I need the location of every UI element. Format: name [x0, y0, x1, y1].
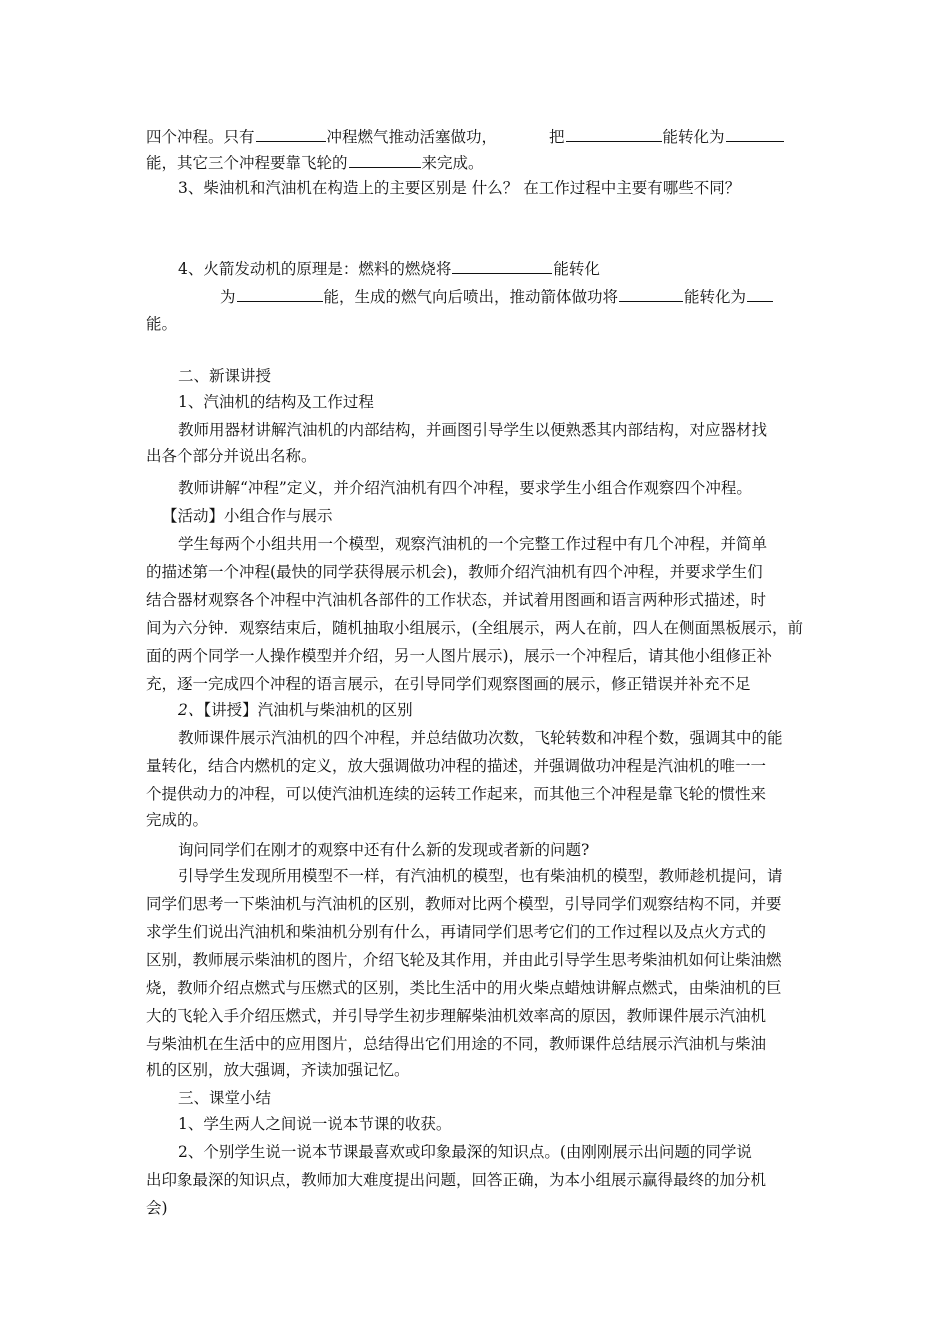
paragraph-line: 烧，教师介绍点燃式与压燃式的区别，类比生活中的用火柴点蜡烛讲解点燃式，由柴油机的巨 — [146, 979, 782, 997]
q4-line-1 — [178, 258, 600, 279]
fill-blank[interactable] — [237, 286, 323, 302]
q2-line-1b — [549, 126, 785, 147]
text: 为 — [220, 288, 236, 306]
paragraph-line: 与柴油机在生活中的应用图片，总结得出它们用途的不同，教师课件总结展示汽油机与柴油 — [146, 1035, 767, 1053]
paragraph-line: 教师讲解“冲程”定义，并介绍汽油机有四个冲程，要求学生小组合作观察四个冲程。 — [178, 479, 752, 497]
paragraph-line: 间为六分钟．观察结束后，随机抽取小组展示，(全组展示，两人在前，四人在侧面黑板展示，前 — [146, 619, 804, 637]
q4-line-2 — [220, 286, 774, 307]
text: 能，其它三个冲程要靠飞轮的 — [146, 154, 348, 172]
text: 能转化 — [553, 260, 600, 278]
summary-item-1: 1、学生两人之间说一说本节课的收获。 — [178, 1115, 452, 1133]
paragraph-line: 学生每两个小组共用一个模型，观察汽油机的一个完整工作过程中有几个冲程，并简单 — [178, 535, 768, 553]
summary-item-2: 2、个别学生说一说本节课最喜欢或印象最深的知识点。(由刚刚展示出问题的同学说 — [178, 1143, 752, 1161]
fill-blank[interactable] — [566, 126, 662, 142]
paragraph-line: 充，逐一完成四个冲程的语言展示，在引导同学们观察图画的展示，修正错误并补充不足 — [146, 675, 751, 693]
paragraph-line: 引导学生发现所用模型不一样，有汽油机的模型，也有柴油机的模型，教师趁机提问，请 — [178, 867, 783, 885]
q4-line-3: 能。 — [146, 315, 178, 333]
subsection-1-title: 1、汽油机的结构及工作过程 — [178, 393, 374, 411]
q2-line-2 — [146, 152, 484, 173]
text: 能，生成的燃气向后喷出，推动箭体做功将 — [323, 288, 619, 306]
paragraph-line: 教师用器材讲解汽油机的内部结构，并画图引导学生以便熟悉其内部结构，对应器材找 — [178, 421, 768, 439]
text: 2、 — [178, 701, 204, 719]
text: 来完成。 — [421, 154, 484, 172]
section-2-title: 二、新课讲授 — [178, 367, 272, 385]
paragraph-line: 同学们思考一下柴油机与汽油机的区别，教师对比两个模型，引导同学们观察结构不同，并要 — [146, 895, 782, 913]
text: 能转化为 — [684, 288, 747, 306]
paragraph-line: 大的飞轮入手介绍压燃式，并引导学生初步理解柴油机效率高的原因，教师课件展示汽油机 — [146, 1007, 767, 1025]
fill-blank[interactable] — [256, 126, 326, 142]
paragraph-line: 会) — [146, 1199, 168, 1217]
subsection-2-title — [178, 700, 413, 720]
fill-blank[interactable] — [726, 126, 784, 142]
activity-heading: 【活动】小组合作与展示 — [162, 507, 333, 525]
section-3-title: 三、课堂小结 — [178, 1089, 272, 1107]
fill-blank[interactable] — [452, 258, 552, 274]
paragraph-line: 求学生们说出汽油机和柴油机分别有什么，再请同学们思考它们的工作过程以及点火方式的 — [146, 923, 767, 941]
paragraph-line: 出印象最深的知识点，教师加大难度提出问题，回答正确，为本小组展示赢得最终的加分机 — [146, 1171, 767, 1189]
fill-blank[interactable] — [349, 152, 421, 168]
q2-line-1 — [146, 126, 497, 147]
paragraph-line: 询问同学们在刚才的观察中还有什么新的发现或者新的问题? — [178, 841, 590, 859]
fill-blank[interactable] — [619, 286, 683, 302]
paragraph-line: 完成的。 — [146, 811, 209, 829]
text: 4、火箭发动机的原理是：燃料的燃烧将 — [178, 260, 452, 278]
paragraph-line: 量转化，结合内燃机的定义，放大强调做功冲程的描述，并强调做功冲程是汽油机的唯一一 — [146, 757, 767, 775]
paragraph-line: 机的区别，放大强调，齐读加强记忆。 — [146, 1061, 410, 1079]
paragraph-line: 区别，教师展示柴油机的图片，介绍飞轮及其作用，并由此引导学生思考柴油机如何让柴油燃 — [146, 951, 782, 969]
paragraph-line: 个提供动力的冲程，可以使汽油机连续的运转工作起来，而其他三个冲程是靠飞轮的惯性来 — [146, 785, 767, 803]
text: 能转化为 — [662, 128, 725, 146]
question-3: 3、柴油机和汽油机在构造上的主要区别是 什么？ 在工作过程中主要有哪些不同？ — [178, 179, 741, 197]
text: 把 — [549, 128, 565, 146]
fill-blank[interactable] — [747, 286, 773, 302]
text: 【讲授】汽油机与柴油机的区别 — [203, 701, 413, 719]
paragraph-line: 出各个部分并说出名称。 — [146, 447, 317, 465]
text: 冲程燃气推动活塞做功， — [326, 128, 498, 146]
paragraph-line: 的描述第一个冲程(最快的同学获得展示机会)，教师介绍汽油机有四个冲程，并要求学生们 — [146, 563, 763, 581]
text: 四个冲程。只有 — [146, 128, 255, 146]
paragraph-line: 面的两个同学一人操作模型并介绍，另一人图片展示)，展示一个冲程后，请其他小组修正补 — [146, 647, 773, 665]
paragraph-line: 教师课件展示汽油机的四个冲程，并总结做功次数，飞轮转数和冲程个数，强调其中的能 — [178, 729, 783, 747]
paragraph-line: 结合器材观察各个冲程中汽油机各部件的工作状态，并试着用图画和语言两种形式描述，时 — [146, 591, 767, 609]
